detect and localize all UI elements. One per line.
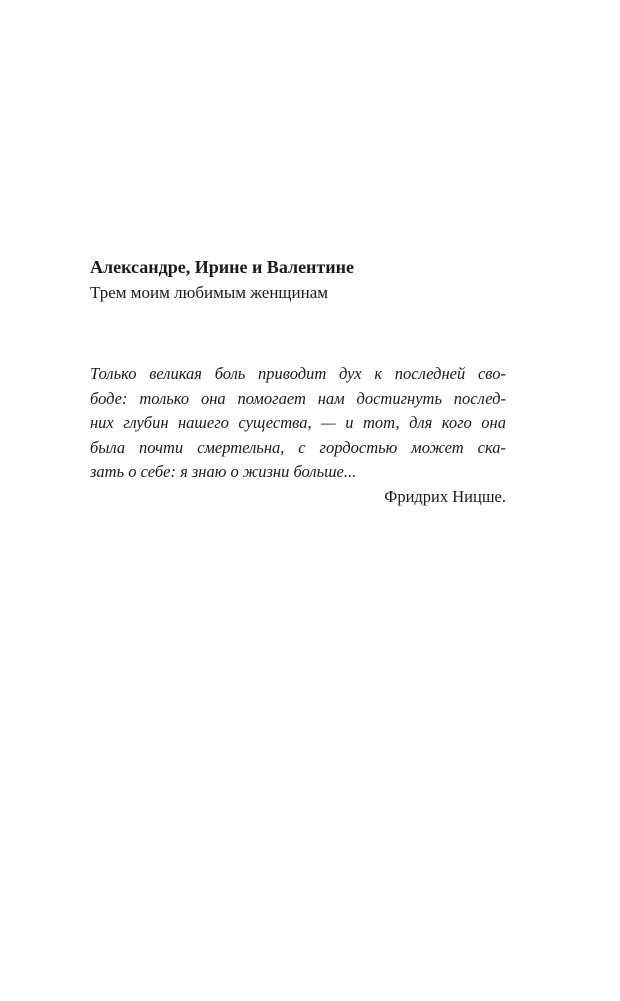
epigraph [88, 362, 506, 509]
epigraph-line: зать о себе: я знаю о жизни больше... [90, 462, 357, 481]
epigraph-author: Фридрих Ницше. [384, 486, 506, 506]
dedication-title: Александре, Ирине и Валентине [90, 257, 355, 277]
epigraph-line: них глубин нашего существа, — и тот, для кого она [90, 413, 506, 432]
dedication [90, 255, 530, 305]
epigraph-line: Только великая боль приводит дух к последней сво- [90, 364, 506, 383]
epigraph-quote [88, 362, 506, 485]
dedication-subtitle: Трем моим любимым женщинам [90, 283, 329, 302]
epigraph-line: боде: только она помогает нам достигнуть послед- [90, 388, 506, 408]
epigraph-line: была почти смертельна, с гордостью может ска- [90, 437, 506, 457]
